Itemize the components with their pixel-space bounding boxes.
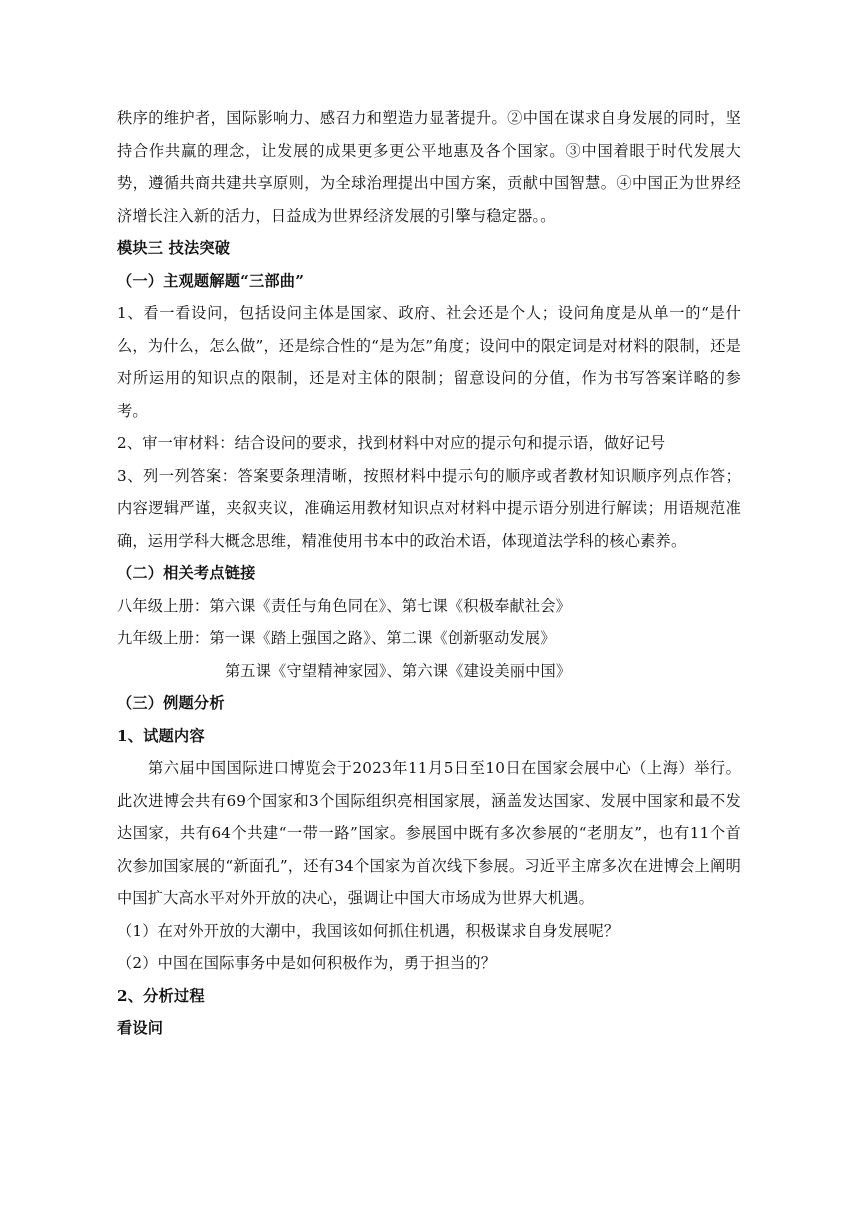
continuation-paragraph: 秩序的维护者，国际影响力、感召力和塑造力显著提升。②中国在谋求自身发展的同时，坚持合作共赢的理念，让发展的成果更多更公平地惠及各个国家。③中国着眼于时代发展大势，遵循共商共建共享原则，为全球治理提出中国方案，贡献中国智慧。④中国正为世界经济增长注入新的活力，日益成为世界经济发展的引擎与稳定器。。: [117, 109, 741, 225]
section-title-method: （一）主观题解题“三部曲”: [117, 271, 305, 290]
question-1: （1）在对外开放的大潮中，我国该如何抓住机遇，积极谋求自身发展呢？: [117, 921, 620, 940]
step-2-paragraph: 2、审一审材料：结合设问的要求，找到材料中对应的提示句和提示语，做好记号: [117, 434, 666, 452]
section-title-links: （二）相关考点链接: [117, 564, 256, 582]
subsection-title-content: 1、试题内容: [117, 726, 205, 745]
question-2: （2）中国在国际事务中是如何积极作为，勇于担当的？: [117, 954, 497, 972]
step-1-paragraph: 1、看一看设问，包括设问主体是国家、政府、社会还是个人；设问角度是从单一的“是什么，为什么，怎么做”，还是综合性的“是为怎”角度；设问中的限定词是对材料的限制，还是对所运用的知识点的限制，还是对主体的限制；留意设问的分值，作为书写答案详略的参考。: [117, 304, 742, 420]
link-grade9: 九年级上册：第一课《踏上强国之路》、第二课《创新驱动发展》: [117, 629, 556, 647]
subsection-title-analysis: 2、分析过程: [117, 986, 205, 1005]
subsection-title-look-question: 看设问: [117, 1019, 164, 1037]
section-title-example: （三）例题分析: [117, 694, 225, 712]
document-body: [117, 102, 741, 1045]
link-grade8: 八年级上册：第六课《责任与角色同在》、第七课《积极奉献社会》: [117, 596, 572, 615]
link-grade9-continued: 第五课《守望精神家园》、第六课《建设美丽中国》: [225, 661, 572, 680]
module-title: 模块三 技法突破: [117, 239, 231, 257]
example-material-paragraph: 第六届中国国际进口博览会于2023年11月5日至10日在国家会展中心（上海）举行。此次进博会共有69个国家和3个国际组织亮相国家展，涵盖发达国家、发展中国家和最不发达国家，共有64个共建“一带一路”国家。参展国中既有多次参展的“老朋友”，也有11个首次参加国家展的“新面孔”，还有34个国家为首次线下参展。习近平主席多次在进博会上阐明中国扩大高水平对外开放的决心，强调让中国大市场成为世界大机遇。: [117, 759, 741, 907]
step-3-paragraph: 3、列一列答案：答案要条理清晰，按照材料中提示句的顺序或者教材知识顺序列点作答；内容逻辑严谨，夹叙夹议，准确运用教材知识点对材料中提示语分别进行解读；用语规范准确，运用学科大概念思维，精准使用书本中的政治术语，体现道法学科的核心素养。: [117, 466, 741, 550]
